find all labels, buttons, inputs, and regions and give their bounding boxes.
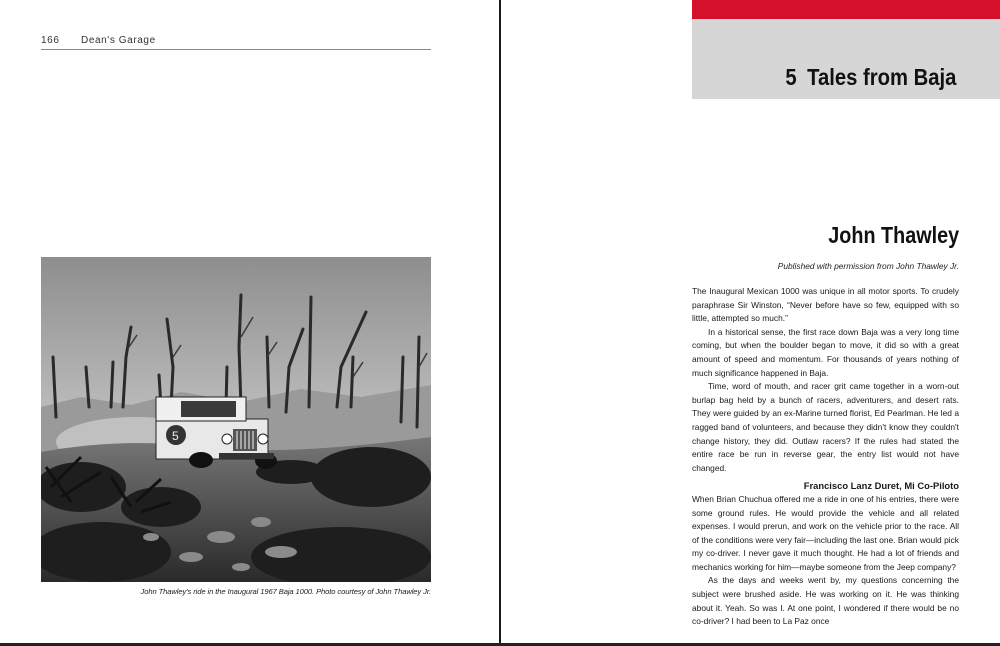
paragraph: As the days and weeks went by, my questions concerning the subject were brushed aside. He was working on it. He was thinking about it. Yeah. So was I. At one point, I wondered if there would be no co-driver? I had been to La Paz once xyxy=(692,575,959,627)
chapter-number: 5 xyxy=(784,64,797,90)
paragraph: The Inaugural Mexican 1000 was unique in all motor sports. To crudely paraphrase Sir Winston, “Never before have so few, equipped with so little, attempted so much.” xyxy=(692,286,959,324)
paragraph: Time, word of mouth, and racer grit came together in a worn-out burlap bag held by a bunch of racers, adventurers, and desert rats. They were guided by an ex-Marine turned florist, Ed Pearlman. He led a ragged band of volunteers, and because they didn't know they couldn't change history, they did. Outlaw racers? If the rules had stated the entire race be run in reverse gear, the entry list would not have changed. xyxy=(692,381,959,473)
left-page xyxy=(0,0,499,646)
section-subheading: Francisco Lanz Duret, Mi Co-Piloto xyxy=(803,480,959,492)
paragraph: In a historical sense, the first race down Baja was a very long time coming, but when the boulder began to move, it did so with a great amount of speed and momentum. For thousands of years nothing of much significance happened in Baja. xyxy=(692,326,959,378)
paragraph: When Brian Chuchua offered me a ride in one of his entries, there were some ground rules. He would provide the vehicle and all related expenses. I would prerun, and work on the vehicle prior to the race. All of the conditions were very fair—including the last one. Brian would pick my co-driver. I never gave it much thought. He had a lot of friends and mechanics working for him—maybe someone from the Jeep company? xyxy=(692,493,959,572)
page-number: 166 xyxy=(41,35,60,46)
running-head-rule xyxy=(41,49,431,50)
chapter-accent-bar xyxy=(692,0,1000,19)
article-title: John Thawley xyxy=(828,222,959,248)
byline: Published with permission from John Thawley Jr. xyxy=(777,261,959,271)
svg-text:5: 5 xyxy=(172,429,179,443)
chapter-title: Tales from Baja xyxy=(806,64,956,90)
jeep-race-photo xyxy=(41,257,431,582)
article-body xyxy=(692,285,959,629)
chapter-heading xyxy=(785,64,956,91)
running-head xyxy=(41,35,431,49)
photo-caption: John Thawley's ride in the Inaugural 1967 Baja 1000. Photo courtesy of John Thawley Jr. xyxy=(140,587,431,596)
running-head-title: Dean's Garage xyxy=(81,35,156,46)
